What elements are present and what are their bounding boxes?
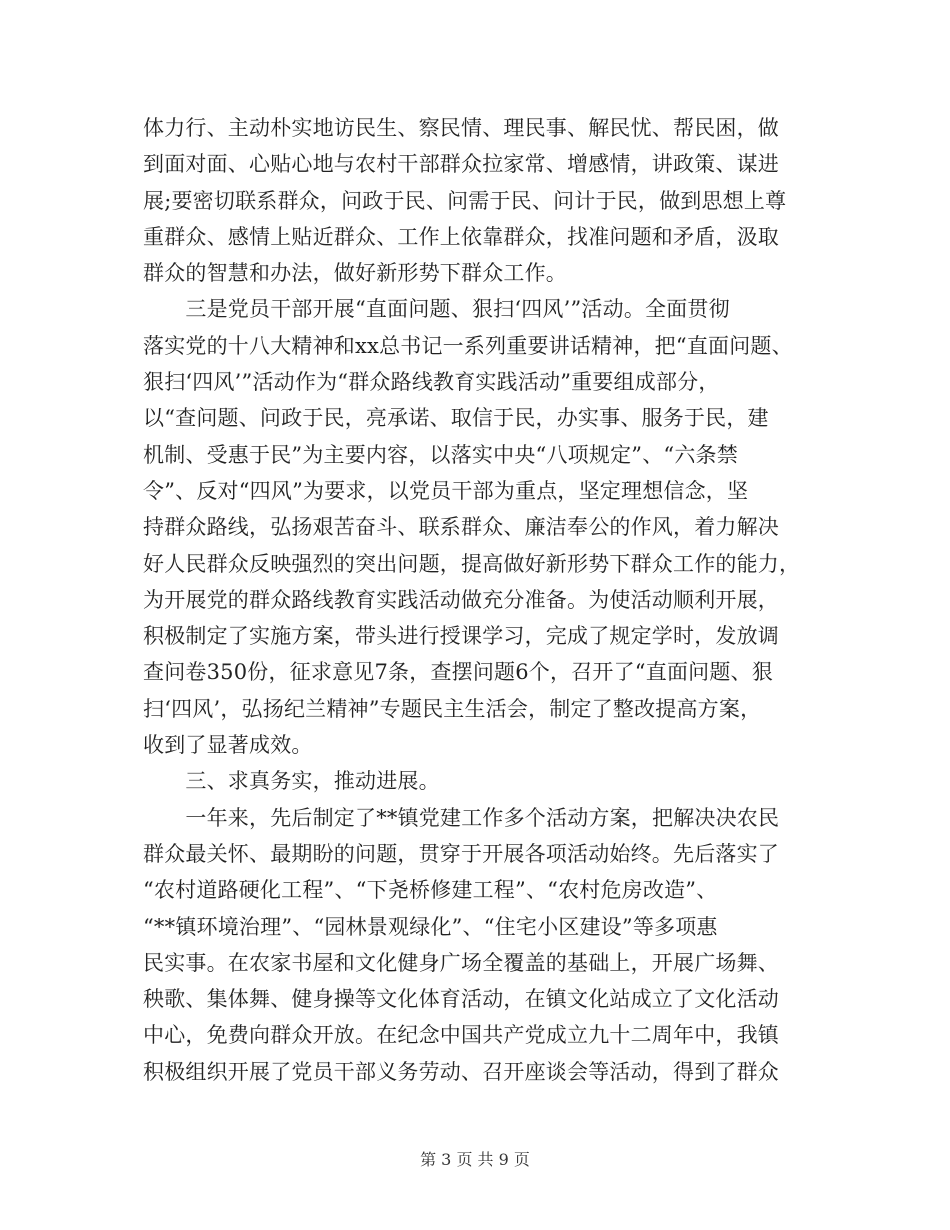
- page-number-footer: 第 3 页 共 9 页: [420, 1150, 530, 1169]
- text-line: 体力行、主动朴实地访民生、察民情、理民事、解民忧、帮民困，做: [143, 116, 779, 140]
- text-line: 中心，免费向群众开放。在纪念中国共产党成立九十二周年中，我镇: [143, 1023, 779, 1048]
- text-line: 展;要密切联系群众，问政于民、问需于民、问计于民，做到思想上尊: [143, 188, 787, 213]
- text-line: 持群众路线，弘扬艰苦奋斗、联系群众、廉洁奉公的作风，着力解决: [143, 515, 779, 540]
- text-line: 为开展党的群众路线教育实践活动做充分准备。为使活动顺利开展，: [143, 587, 779, 612]
- text-line: 狠扫‘四风’”活动作为“群众路线教育实践活动”重要组成部分，: [143, 370, 720, 395]
- text-line: 扫‘四风’，弘扬纪兰精神”专题民主生活会，制定了整改提高方案，: [143, 696, 762, 721]
- text-line: 群众最关怀、最期盼的问题，贯穿于开展各项活动始终。先后落实了: [143, 841, 779, 866]
- text-line: 机制、受惠于民”为主要内容，以落实中央“八项规定”、“六条禁: [143, 442, 738, 467]
- text-line: 民实事。在农家书屋和文化健身广场全覆盖的基础上，开展广场舞、: [143, 950, 779, 975]
- text-line: 收到了显著成效。: [143, 733, 313, 758]
- text-line: 群众的智慧和办法，做好新形势下群众工作。: [143, 261, 567, 286]
- text-line: 令”、反对“四风”为要求，以党员干部为重点，坚定理想信念，坚: [143, 478, 749, 503]
- text-line: 落实党的十八大精神和xx总书记一系列重要讲话精神，把“直面问题、: [143, 333, 793, 358]
- body-text: [143, 110, 823, 1090]
- text-line: 好人民群众反映强烈的突出问题，提高做好新形势下群众工作的能力，: [143, 551, 801, 576]
- text-line: 查问卷350份，征求意见7条，查摆问题6个，召开了“直面问题、狠: [143, 660, 773, 685]
- section-heading: 三、求真务实，推动进展。: [143, 769, 440, 794]
- text-line: 一年来，先后制定了**镇党建工作多个活动方案，把解决决农民: [143, 805, 780, 830]
- text-line: 积极制定了实施方案，带头进行授课学习，完成了规定学时，发放调: [143, 624, 779, 649]
- text-line: “**镇环境治理”、“园林景观绿化”、“住宅小区建设”等多项惠: [143, 914, 718, 939]
- text-line: “农村道路硬化工程”、“下尧桥修建工程”、“农村危房改造”、: [143, 878, 718, 903]
- text-line: 三是党员干部开展“直面问题、狠扫‘四风’”活动。全面贯彻: [143, 297, 730, 322]
- text-line: 以“查问题、问政于民，亮承诺、取信于民，办实事、服务于民，建: [143, 406, 769, 431]
- text-line: 到面对面、心贴心地与农村干部群众拉家常、增感情，讲政策、谋进: [143, 152, 779, 177]
- text-line: 积极组织开展了党员干部义务劳动、召开座谈会等活动，得到了群众: [143, 1059, 779, 1084]
- text-line: 秧歌、集体舞、健身操等文化体育活动，在镇文化站成立了文化活动: [143, 987, 779, 1012]
- text-line: 重群众、感情上贴近群众、工作上依靠群众，找准问题和矛盾，汲取: [143, 224, 779, 249]
